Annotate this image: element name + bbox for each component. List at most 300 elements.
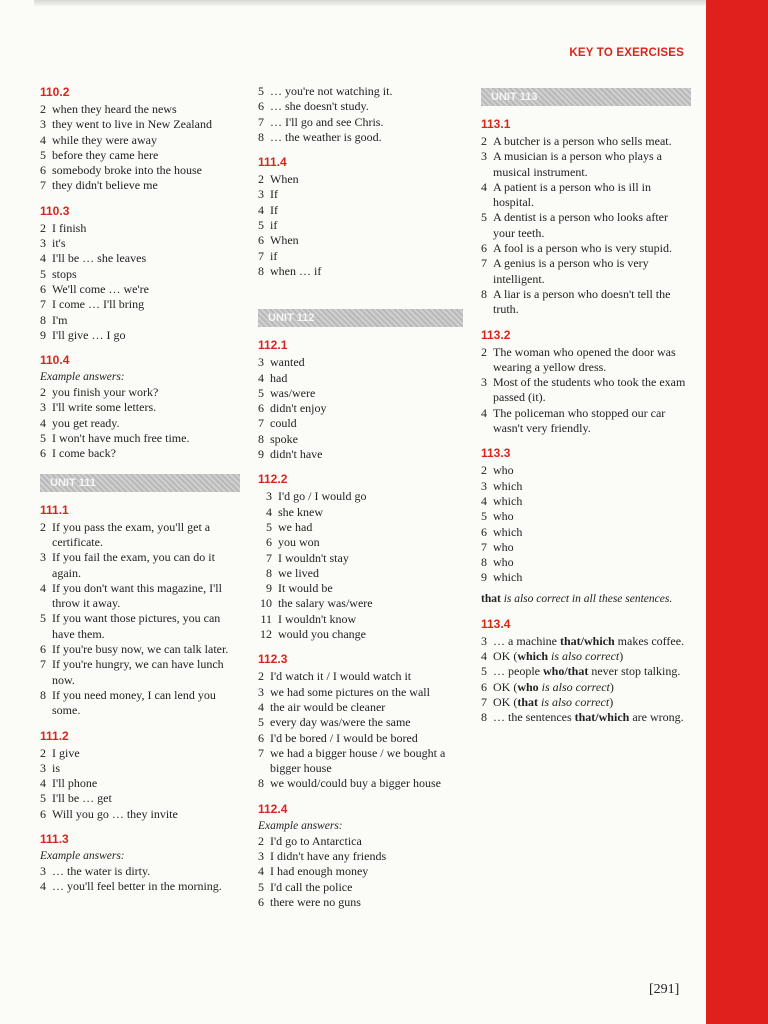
answer-text: I'll be … get [52,791,112,806]
answer-number: 5 [258,879,264,894]
answer-text: Most of the students who took the exam passed (it). [493,375,686,405]
answer-text: I finish [52,220,87,235]
answer-text: when … if [270,263,322,278]
answer-text-part: OK ( [493,679,518,694]
answer-number: 6 [40,281,46,296]
answer-item [481,256,691,287]
answer-number: 5 [266,519,272,534]
exercise-section [258,651,463,791]
answer-number: 8 [481,710,487,725]
answer-text: they went to live in New Zealand [52,117,212,132]
answer-number: 2 [258,833,264,848]
footnote-text: is also correct in all these sentences. [500,592,673,605]
answer-item [258,535,463,550]
answer-text: we would/could buy a bigger house [270,776,441,791]
answer-number: 4 [266,504,272,519]
answer-item [258,115,463,130]
answer-text: I'll give … I go [52,327,126,342]
answer-text-part: which [517,649,549,664]
answer-item [481,570,691,585]
answer-number: 7 [481,694,487,709]
section-footnote [481,592,691,607]
answer-number: 5 [40,266,46,281]
answer-text-part: … a machine [493,633,560,648]
answer-text [493,680,691,695]
answer-number: 3 [40,400,46,415]
answer-item [258,447,463,462]
answer-number: 8 [258,776,264,791]
answer-number: 12 [260,627,272,642]
answer-text-part: … the sentences [493,710,575,725]
answer-number: 3 [40,760,46,775]
answer-number: 9 [481,570,487,585]
answer-text: the salary was/were [278,596,373,611]
answer-text: A dentist is a person who looks after your teeth. [493,210,668,240]
answer-number: 4 [40,776,46,791]
answer-text-part: that/which [559,633,615,648]
exercise-section [258,801,463,910]
answer-number: 4 [481,493,487,508]
answer-item [258,520,463,535]
answer-number: 9 [40,327,46,342]
exercise-section [258,471,463,642]
answer-text: if [270,248,278,263]
answer-text: we had [278,519,313,534]
exercise-section [40,831,240,895]
answer-text: who [493,463,514,478]
answer-number: 2 [40,220,46,235]
answer-number: 2 [258,669,264,684]
exercise-section [481,445,691,606]
answer-text: We'll come … we're [52,281,149,296]
exercise-number: 113.2 [481,327,511,342]
answer-number: 11 [260,611,272,626]
answer-item [40,550,240,581]
answer-number: 2 [258,172,264,187]
answer-item [481,210,691,241]
answer-number: 8 [258,129,264,144]
answer-text: was/were [270,385,316,400]
answer-text-part: is also correct [538,679,610,694]
answer-number: 2 [481,344,487,359]
answer-item [40,163,240,178]
answer-number: 5 [258,84,264,98]
answer-item [40,236,240,251]
exercise-section [40,352,240,461]
answer-number: 7 [481,256,487,271]
example-answers-note: Example answers: [258,819,343,832]
answer-item [258,416,463,431]
answer-item [258,489,463,504]
answer-number: 3 [258,355,264,370]
answer-item [40,688,240,719]
answer-item [258,880,463,895]
page-number: [291] [649,982,680,997]
answer-number: 3 [40,117,46,132]
answer-item [258,566,463,581]
answer-number: 7 [258,114,264,129]
exercise-section [258,337,463,462]
answer-item [481,509,691,524]
column-1 [40,84,240,904]
answer-text: A genius is a person who is very intelligent. [493,256,649,286]
answer-text: … the weather is good. [270,129,382,144]
answer-item [40,282,240,297]
answer-text: somebody broke into the house [52,163,202,178]
answer-number: 4 [40,251,46,266]
answer-item [258,685,463,700]
answer-item [40,581,240,612]
answer-item [40,791,240,806]
answer-number: 4 [40,132,46,147]
exercise-section [481,616,691,726]
answer-number: 3 [40,236,46,251]
answer-item [40,117,240,132]
example-answers-note: Example answers: [40,849,125,862]
answer-number: 8 [481,555,487,570]
answer-item [40,251,240,266]
answer-text: I'd go to Antarctica [270,833,362,848]
answer-text: could [270,416,297,431]
column-3 [481,84,691,735]
exercise-section [40,203,240,343]
answer-number: 3 [266,489,272,504]
answer-text: I'd call the police [270,879,353,894]
answer-number: 6 [481,679,487,694]
answer-item [258,386,463,401]
answer-text: … you're not watching it. [270,84,393,98]
answer-item [258,355,463,370]
answer-text: the air would be cleaner [270,699,386,714]
answer-text [493,710,691,725]
answer-number: 2 [40,519,46,534]
answer-text: spoke [270,431,298,446]
answer-text [493,649,691,664]
answer-number: 4 [481,649,487,664]
answer-number: 3 [258,187,264,202]
answer-number: 4 [481,179,487,194]
answer-item [481,406,691,437]
answer-item [481,525,691,540]
answer-text-part: is also correct [538,694,610,709]
answer-number: 5 [40,147,46,162]
answer-item [481,345,691,376]
answer-item [481,695,691,710]
answer-text: I come … I'll bring [52,297,145,312]
answer-number: 4 [40,580,46,595]
answer-number: 5 [40,791,46,806]
answer-text: Will you go … they invite [52,806,178,821]
exercise-section [40,84,240,194]
answer-number: 7 [40,297,46,312]
answer-item [258,715,463,730]
answer-number: 7 [258,745,264,760]
answer-item [258,218,463,233]
answer-item [481,180,691,211]
answer-item [40,431,240,446]
answer-number: 3 [481,633,487,648]
answer-number: 4 [258,864,264,879]
answer-number: 6 [481,524,487,539]
answer-text-part: ) [619,649,624,664]
answer-number: 3 [258,684,264,699]
answer-number: 6 [258,730,264,745]
answer-number: 2 [40,102,46,116]
answer-item [481,634,691,649]
answer-item [481,241,691,256]
answer-item [258,551,463,566]
answer-text: I'll write some letters. [52,400,157,415]
answer-number: 8 [40,687,46,702]
answer-number: 3 [481,478,487,493]
answer-number: 5 [258,218,264,233]
answer-text-part: who/that [543,664,589,679]
answer-text: she knew [278,504,323,519]
answer-text: A musician is a person who plays a musical instrument. [493,149,662,179]
answer-item [40,642,240,657]
answer-item [481,494,691,509]
page-header-title: KEY TO EXERCISES [569,47,684,59]
answer-item [40,776,240,791]
answer-item [258,776,463,791]
answer-number: 7 [40,178,46,193]
answer-text: A fool is a person who is very stupid. [493,241,672,256]
answer-number: 8 [40,312,46,327]
answer-text: I wouldn't stay [278,550,349,565]
answer-item [258,731,463,746]
answer-number: 2 [40,745,46,760]
exercise-number: 112.1 [258,338,288,353]
answer-number: 6 [40,642,46,657]
answer-text: If [270,187,278,202]
answer-text: It would be [278,581,333,596]
unit-heading-bar: UNIT 112 [258,309,463,327]
answer-item [40,133,240,148]
answer-item [258,895,463,910]
answer-text-part: … people [493,664,543,679]
answer-text-part: never stop talking. [588,664,681,679]
answer-item [481,149,691,180]
answer-text: didn't enjoy [270,401,327,416]
answer-text: stops [52,266,77,281]
answer-text-part: makes coffee. [614,633,685,648]
answer-number: 6 [258,401,264,416]
answer-text: If you need money, I can lend you some. [52,687,216,718]
answer-text: I give [52,745,80,760]
answer-item [40,520,240,551]
answer-number: 3 [40,863,46,878]
exercise-number: 111.3 [40,831,69,846]
answer-number: 4 [481,405,487,420]
answer-text: A patient is a person who is ill in hospital. [493,179,651,210]
answer-text-part: ) [609,679,614,694]
answer-item [40,178,240,193]
answer-text: If you're hungry, we can have lunch now. [52,657,224,687]
answer-number: 4 [258,699,264,714]
answer-item [481,555,691,570]
answer-text: who [493,539,514,554]
exercise-number: 112.4 [258,801,288,816]
answer-item [481,664,691,679]
answer-number: 4 [40,415,46,430]
exercise-number: 112.3 [258,652,288,667]
answer-item [40,102,240,117]
answer-text: If you pass the exam, you'll get a certificate. [52,519,211,549]
answer-number: 6 [266,535,272,550]
answer-text: If you fail the exam, you can do it again. [52,550,215,580]
answer-text: it's [52,236,66,251]
answer-text: I'd be bored / I would be bored [270,730,418,745]
answer-number: 8 [258,263,264,278]
answer-item [40,148,240,163]
answer-text-part: OK ( [493,694,518,709]
answer-item [40,864,240,879]
answer-text: A liar is a person who doesn't tell the truth. [493,286,671,317]
answer-item [40,328,240,343]
answer-number: 5 [481,509,487,524]
answer-text: I'll be … she leaves [52,251,147,266]
answer-number: 4 [258,202,264,217]
answer-text: you get ready. [52,415,120,430]
answer-text-part: are wrong. [629,710,684,725]
exercise-number: 112.2 [258,472,288,487]
answer-text: I wouldn't know [278,611,357,626]
answer-item [258,203,463,218]
answer-item [40,761,240,776]
answer-text: A butcher is a person who sells meat. [493,134,672,148]
answer-text: I'd go / I would go [278,489,367,504]
exercise-section [258,154,463,279]
answer-number: 2 [481,134,487,148]
answer-item [258,172,463,187]
answer-number: 5 [481,664,487,679]
answer-number: 6 [258,99,264,114]
answer-text: they didn't believe me [52,178,158,193]
answer-text: … you'll feel better in the morning. [52,879,222,894]
answer-item [481,375,691,406]
answer-item [481,287,691,318]
answer-number: 7 [258,248,264,263]
answer-item [258,233,463,248]
answer-number: 6 [481,241,487,256]
answer-number: 4 [40,879,46,894]
answer-text: is [52,760,61,775]
answer-item [258,700,463,715]
exercise-number: 110.4 [40,353,70,368]
answer-number: 6 [258,233,264,248]
answer-item [481,540,691,555]
answer-item [481,479,691,494]
answer-item [258,371,463,386]
answer-text: which [493,478,523,493]
answer-text: The policeman who stopped our car wasn't very friendly. [493,405,666,436]
answer-text: I'd watch it / I would watch it [270,669,412,684]
answer-text: you finish your work? [52,385,159,400]
answer-number: 4 [258,370,264,385]
answer-text-part: is also correct [548,649,620,664]
answer-number: 7 [481,539,487,554]
answer-item [258,432,463,447]
exercise-section [40,502,240,719]
answer-number: 7 [40,657,46,672]
answer-number: 2 [40,385,46,400]
exercise-section [258,84,463,145]
answer-text: … I'll go and see Chris. [270,114,384,129]
answer-text: every day was/were the same [270,715,411,730]
answer-item [40,807,240,822]
answer-item [258,264,463,279]
answer-number: 6 [40,806,46,821]
unit-heading-bar: UNIT 113 [481,88,691,106]
answer-item [40,611,240,642]
answer-item [40,385,240,400]
answer-text: If you don't want this magazine, I'll throw it away. [52,580,222,611]
answer-text: I didn't have any friends [270,848,387,863]
answer-item [481,710,691,725]
exercise-number: 113.4 [481,616,511,631]
footnote-keyword: that [481,592,501,605]
answer-item [258,627,463,642]
answer-item [258,581,463,596]
exercise-number: 111.4 [258,155,287,170]
answer-number: 8 [481,286,487,301]
answer-text: I come back? [52,446,116,461]
answer-text: who [493,555,514,570]
answer-text: you won [278,535,320,550]
answer-item [40,446,240,461]
answer-number: 5 [40,431,46,446]
exercise-section [481,116,691,318]
answer-item [258,84,463,99]
answer-number: 6 [40,163,46,178]
exercise-number: 111.1 [40,502,69,517]
answer-text: … the water is dirty. [52,863,151,878]
answer-item [258,187,463,202]
answer-text: when they heard the news [52,102,177,116]
answer-text: wanted [270,355,305,370]
answer-text: If you're busy now, we can talk later. [52,642,229,657]
answer-item [258,746,463,777]
exercise-number: 113.3 [481,446,511,461]
answer-number: 9 [266,581,272,596]
column-2 [258,84,463,919]
answer-item [258,596,463,611]
answer-item [258,401,463,416]
answer-number: 3 [481,149,487,164]
answer-item [258,249,463,264]
unit-heading-bar: UNIT 111 [40,474,240,492]
answer-item [40,416,240,431]
answer-text-part: that [517,694,538,709]
answer-text: which [493,493,523,508]
answer-number: 5 [258,385,264,400]
exercise-section [481,327,691,437]
example-answers-note: Example answers: [40,371,125,384]
answer-number: 3 [40,550,46,565]
answer-number: 2 [481,463,487,478]
answer-text: there were no guns [270,894,361,909]
answer-text: didn't have [270,447,323,462]
answer-item [40,879,240,894]
exercise-section [40,728,240,822]
answer-item [258,669,463,684]
answer-number: 3 [481,375,487,390]
exercise-number: 110.3 [40,203,70,218]
answer-number: 10 [260,596,272,611]
answer-text: had [270,370,288,385]
exercise-number: 113.1 [481,117,511,131]
answer-text: who [493,509,514,524]
